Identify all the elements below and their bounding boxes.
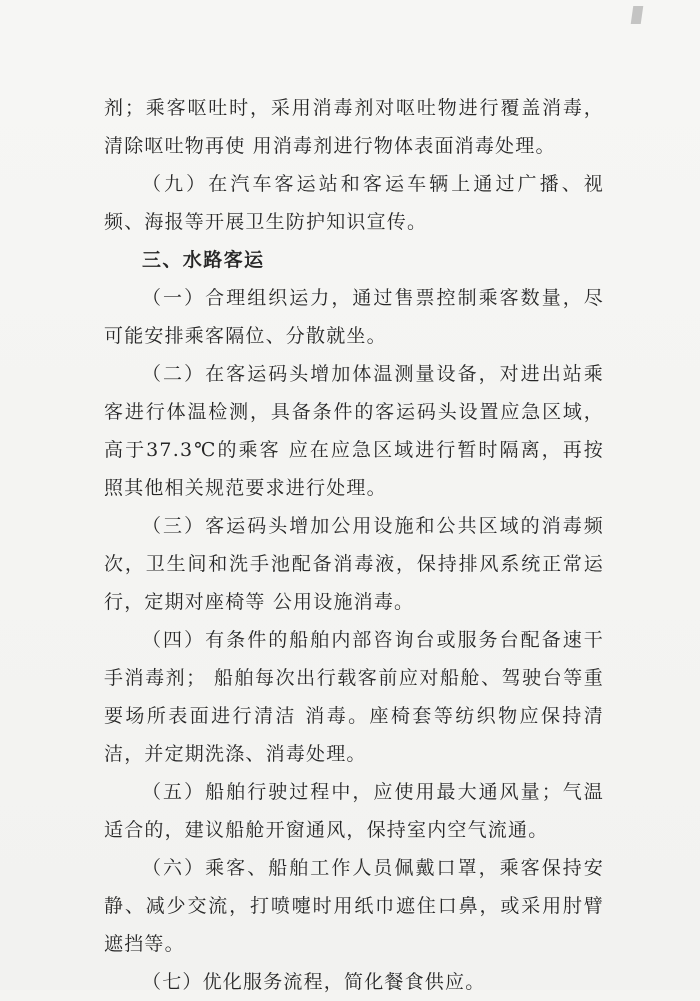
paragraph-item-6: （六）乘客、船舶工作人员佩戴口罩，乘客保持安静、减少交流，打喷嚏时用纸巾遮住口鼻，或采用肘臂遮挡等。 <box>104 857 604 955</box>
section-heading-waterway: 三、水路客运 <box>142 249 265 271</box>
paragraph-item-9: （九）在汽车客运站和客运车辆上通过广播、视频、海报等开展卫生防护知识宣传。 <box>104 173 604 233</box>
paragraph-item-7: （七）优化服务流程，简化餐食供应。 <box>142 971 486 993</box>
paragraph-continuation: 剂；乘客呕吐时，采用消毒剂对呕吐物进行覆盖消毒，清除呕吐物再使 用消毒剂进行物体表面消毒处理。 <box>104 97 604 157</box>
paragraph-item-3: （三）客运码头增加公用设施和公共区域的消毒频次，卫生间和洗手池配备消毒液，保持排风系统正常运行，定期对座椅等 公用设施消毒。 <box>104 515 604 613</box>
paragraph-item-1: （一）合理组织运力，通过售票控制乘客数量，尽可能安排乘客隔位、分散就坐。 <box>104 287 604 347</box>
paragraph-item-2: （二）在客运码头增加体温测量设备，对进出站乘客进行体温检测，具备条件的客运码头设置应急区域，高于37.3℃的乘客 应在应急区域进行暂时隔离，再按照其他相关规范要求进行处理。 <box>104 363 604 499</box>
document-body <box>104 89 604 1001</box>
paragraph-item-4: （四）有条件的船舶内部咨询台或服务台配备速干手消毒剂； 船舶每次出行载客前应对船舱、驾驶台等重要场所表面进行清洁 消毒。座椅套等纺织物应保持清洁，并定期洗涤、消毒处理。 <box>104 629 604 765</box>
paragraph-item-5: （五）船舶行驶过程中，应使用最大通风量；气温适合的，建议船舱开窗通风，保持室内空气流通。 <box>104 781 604 841</box>
scan-corner-mark <box>631 6 644 24</box>
